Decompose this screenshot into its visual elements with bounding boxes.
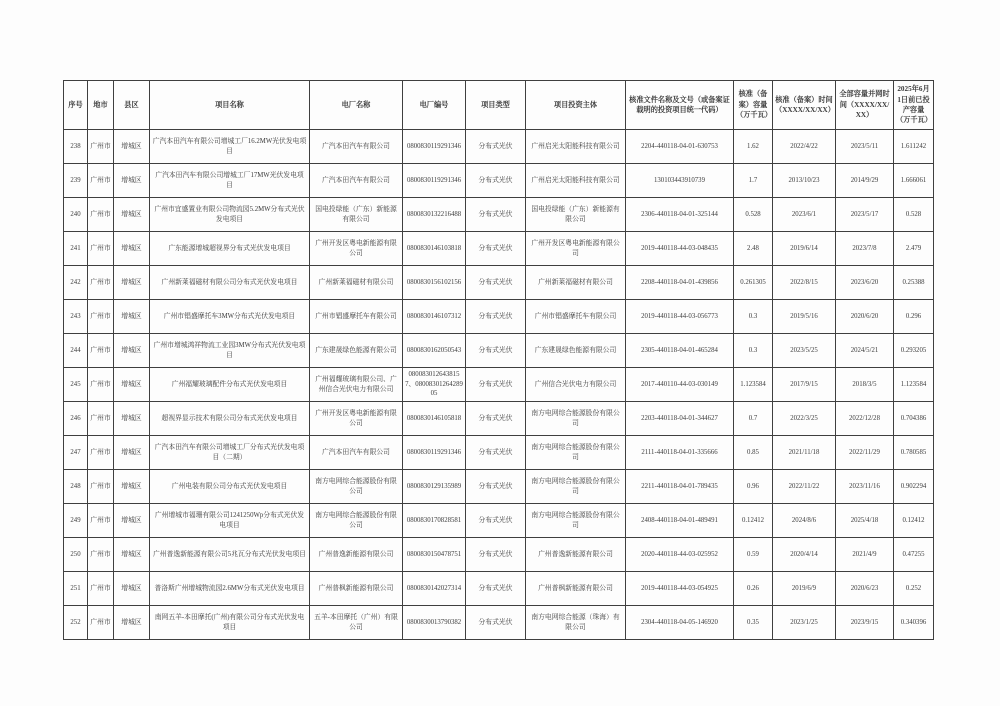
- cell-grid-connection-date: 2023/7/8: [836, 232, 894, 266]
- cell-project-type: 分布式光伏: [466, 402, 526, 436]
- cell-plant-number: 0800830146103818: [403, 232, 466, 266]
- cell-approval-date: 2013/10/23: [773, 164, 836, 198]
- cell-capacity-in-production: 1.666061: [894, 164, 934, 198]
- cell-seq: 242: [64, 266, 88, 300]
- cell-approved-capacity: 1.7: [734, 164, 773, 198]
- column-header-district: 县区: [114, 81, 150, 130]
- cell-plant-name: 广州福耀玻璃有限公司、广州信合光伏电力有限公司: [310, 368, 403, 402]
- cell-project-name: 广州增城市福珊有限公司1241250Wp分布式光伏发电项目: [150, 504, 310, 538]
- table-row: [64, 368, 934, 402]
- cell-grid-connection-date: 2023/6/20: [836, 266, 894, 300]
- cell-plant-name: 广汽本田汽车有限公司: [310, 436, 403, 470]
- cell-grid-connection-date: 2022/12/28: [836, 402, 894, 436]
- table-row: [64, 572, 934, 606]
- cell-district: 增城区: [114, 470, 150, 504]
- cell-project-name: 超视界显示技术有限公司分布式光伏发电项目: [150, 402, 310, 436]
- cell-approval-doc-number: 2020-440118-44-03-025952: [626, 538, 734, 572]
- cell-plant-name: 广汽本田汽车有限公司: [310, 164, 403, 198]
- cell-plant-number: 0800830129135989: [403, 470, 466, 504]
- cell-capacity-in-production: 2.479: [894, 232, 934, 266]
- cell-project-type: 分布式光伏: [466, 164, 526, 198]
- cell-approval-doc-number: 2204-440118-04-01-630753: [626, 130, 734, 164]
- cell-project-type: 分布式光伏: [466, 504, 526, 538]
- cell-district: 增城区: [114, 606, 150, 640]
- cell-approved-capacity: 0.7: [734, 402, 773, 436]
- cell-district: 增城区: [114, 164, 150, 198]
- cell-seq: 239: [64, 164, 88, 198]
- cell-project-name: 广汽本田汽车有限公司增城工厂16.2MW光伏发电项目: [150, 130, 310, 164]
- cell-grid-connection-date: 2021/4/9: [836, 538, 894, 572]
- cell-investor: 广州开发区粤电新能源有限公司: [526, 232, 626, 266]
- cell-city: 广州市: [88, 402, 114, 436]
- cell-capacity-in-production: 0.296: [894, 300, 934, 334]
- table-row: [64, 198, 934, 232]
- table-row: [64, 266, 934, 300]
- column-header-capacity-in-production: 2025年6月1日前已投产容量（万千瓦）: [894, 81, 934, 130]
- cell-seq: 251: [64, 572, 88, 606]
- cell-plant-name: 广汽本田汽车有限公司: [310, 130, 403, 164]
- cell-project-type: 分布式光伏: [466, 606, 526, 640]
- cell-city: 广州市: [88, 606, 114, 640]
- cell-approval-doc-number: 2211-440118-04-01-789435: [626, 470, 734, 504]
- cell-capacity-in-production: 0.252: [894, 572, 934, 606]
- cell-grid-connection-date: 2020/6/20: [836, 300, 894, 334]
- cell-plant-number: 0800830156102156: [403, 266, 466, 300]
- table-row: [64, 300, 934, 334]
- cell-approval-date: 2017/9/15: [773, 368, 836, 402]
- cell-project-name: 广汽本田汽车有限公司增城工厂17MW光伏发电项目: [150, 164, 310, 198]
- column-header-grid-connection-date: 全部容量并网时间（XXXX/XX/XX）: [836, 81, 894, 130]
- cell-approval-doc-number: 2111-440118-04-01-335666: [626, 436, 734, 470]
- cell-approval-date: 2022/8/15: [773, 266, 836, 300]
- cell-district: 增城区: [114, 538, 150, 572]
- cell-district: 增城区: [114, 572, 150, 606]
- cell-approval-date: 2022/4/22: [773, 130, 836, 164]
- cell-investor: 南方电网综合能源股份有限公司: [526, 436, 626, 470]
- cell-investor: 广州普逸新能源有限公司: [526, 538, 626, 572]
- cell-project-type: 分布式光伏: [466, 572, 526, 606]
- cell-plant-name: 南方电网综合能源股份有限公司: [310, 504, 403, 538]
- cell-approval-doc-number: 130103443910739: [626, 164, 734, 198]
- cell-project-type: 分布式光伏: [466, 266, 526, 300]
- cell-plant-number: 0800830146107312: [403, 300, 466, 334]
- header-row: [64, 81, 934, 130]
- cell-city: 广州市: [88, 538, 114, 572]
- cell-grid-connection-date: 2024/5/21: [836, 334, 894, 368]
- cell-investor: 广州启光太阳能科技有限公司: [526, 130, 626, 164]
- cell-approved-capacity: 0.261305: [734, 266, 773, 300]
- column-header-seq: 序号: [64, 81, 88, 130]
- cell-city: 广州市: [88, 436, 114, 470]
- cell-investor: 南方电网综合能源股份有限公司: [526, 470, 626, 504]
- cell-city: 广州市: [88, 232, 114, 266]
- cell-approval-date: 2024/8/6: [773, 504, 836, 538]
- cell-city: 广州市: [88, 368, 114, 402]
- cell-project-name: 广州新莱福磁材有限公司分布式光伏发电项目: [150, 266, 310, 300]
- cell-project-type: 分布式光伏: [466, 334, 526, 368]
- cell-capacity-in-production: 0.47255: [894, 538, 934, 572]
- cell-approved-capacity: 0.528: [734, 198, 773, 232]
- cell-city: 广州市: [88, 130, 114, 164]
- table-body: [64, 130, 934, 640]
- table-row: [64, 606, 934, 640]
- cell-project-name: 广州普逸新能源有限公司5兆瓦分布式光伏发电项目: [150, 538, 310, 572]
- cell-district: 增城区: [114, 130, 150, 164]
- cell-approval-doc-number: 2304-440118-04-05-146920: [626, 606, 734, 640]
- column-header-approval-date: 核准（备案）时间（XXXX/XX/XX）: [773, 81, 836, 130]
- cell-grid-connection-date: 2018/3/5: [836, 368, 894, 402]
- cell-plant-number: 0800830162050543: [403, 334, 466, 368]
- cell-approved-capacity: 0.35: [734, 606, 773, 640]
- cell-project-type: 分布式光伏: [466, 198, 526, 232]
- cell-plant-number: 0800830126438157、0800830126428905: [403, 368, 466, 402]
- cell-plant-name: 广州市锠盛摩托车有限公司: [310, 300, 403, 334]
- cell-approved-capacity: 1.123584: [734, 368, 773, 402]
- cell-investor: 南方电网综合能源（珠海）有限公司: [526, 606, 626, 640]
- cell-approval-doc-number: 2305-440118-04-01-465284: [626, 334, 734, 368]
- cell-project-type: 分布式光伏: [466, 470, 526, 504]
- cell-district: 增城区: [114, 402, 150, 436]
- cell-seq: 241: [64, 232, 88, 266]
- cell-investor: 广东建晟绿色能源有限公司: [526, 334, 626, 368]
- cell-capacity-in-production: 0.12412: [894, 504, 934, 538]
- column-header-investor: 项目投资主体: [526, 81, 626, 130]
- cell-capacity-in-production: 0.340396: [894, 606, 934, 640]
- cell-investor: 广州信合光伏电力有限公司: [526, 368, 626, 402]
- cell-city: 广州市: [88, 300, 114, 334]
- cell-approved-capacity: 0.96: [734, 470, 773, 504]
- cell-project-name: 广州市锠盛摩托车3MW分布式光伏发电项目: [150, 300, 310, 334]
- cell-seq: 244: [64, 334, 88, 368]
- cell-city: 广州市: [88, 164, 114, 198]
- cell-seq: 247: [64, 436, 88, 470]
- cell-approval-doc-number: 2017-440110-44-03-030149: [626, 368, 734, 402]
- cell-district: 增城区: [114, 368, 150, 402]
- cell-seq: 252: [64, 606, 88, 640]
- cell-approval-doc-number: 2203-440118-04-01-344627: [626, 402, 734, 436]
- cell-approved-capacity: 0.26: [734, 572, 773, 606]
- cell-grid-connection-date: 2025/4/18: [836, 504, 894, 538]
- cell-project-type: 分布式光伏: [466, 436, 526, 470]
- cell-project-type: 分布式光伏: [466, 130, 526, 164]
- cell-project-type: 分布式光伏: [466, 538, 526, 572]
- column-header-project-name: 项目名称: [150, 81, 310, 130]
- cell-investor: 南方电网综合能源股份有限公司: [526, 504, 626, 538]
- cell-capacity-in-production: 0.902294: [894, 470, 934, 504]
- cell-project-name: 广州市增城鸿祥物流工业园3MW分布式光伏发电项目: [150, 334, 310, 368]
- cell-approved-capacity: 0.3: [734, 334, 773, 368]
- cell-plant-number: 0800830150478751: [403, 538, 466, 572]
- column-header-plant-name: 电厂名称: [310, 81, 403, 130]
- table-row: [64, 538, 934, 572]
- table-row: [64, 402, 934, 436]
- pv-project-registry-table: [63, 80, 934, 640]
- cell-grid-connection-date: 2020/6/23: [836, 572, 894, 606]
- cell-project-name: 广州电装有限公司分布式光伏发电项目: [150, 470, 310, 504]
- cell-approved-capacity: 0.59: [734, 538, 773, 572]
- cell-approval-date: 2022/3/25: [773, 402, 836, 436]
- cell-plant-number: 0800830170828581: [403, 504, 466, 538]
- cell-approval-date: 2019/6/9: [773, 572, 836, 606]
- cell-seq: 243: [64, 300, 88, 334]
- cell-approval-doc-number: 2208-440118-04-01-439856: [626, 266, 734, 300]
- cell-plant-name: 广州普逸新能源有限公司: [310, 538, 403, 572]
- cell-investor: 南方电网综合能源股份有限公司: [526, 402, 626, 436]
- table-row: [64, 334, 934, 368]
- cell-plant-name: 国电投绿能（广东）新能源有限公司: [310, 198, 403, 232]
- cell-approved-capacity: 2.48: [734, 232, 773, 266]
- cell-plant-name: 广州新莱福磁材有限公司: [310, 266, 403, 300]
- cell-city: 广州市: [88, 198, 114, 232]
- cell-project-name: 普洛斯广州增城物流园2.6MW分布式光伏发电项目: [150, 572, 310, 606]
- cell-approval-date: 2023/6/1: [773, 198, 836, 232]
- column-header-approval-doc-number: 核准文件名称及文号（或备案证载明的投资项目统一代码）: [626, 81, 734, 130]
- cell-approval-doc-number: 2306-440118-04-01-325144: [626, 198, 734, 232]
- cell-city: 广州市: [88, 470, 114, 504]
- cell-city: 广州市: [88, 334, 114, 368]
- cell-approved-capacity: 0.3: [734, 300, 773, 334]
- cell-plant-name: 广州开发区粤电新能源有限公司: [310, 402, 403, 436]
- cell-approval-date: 2019/6/14: [773, 232, 836, 266]
- cell-plant-number: 0800830013790382: [403, 606, 466, 640]
- table-row: [64, 130, 934, 164]
- cell-district: 增城区: [114, 198, 150, 232]
- cell-grid-connection-date: 2023/5/17: [836, 198, 894, 232]
- cell-capacity-in-production: 1.123584: [894, 368, 934, 402]
- cell-approved-capacity: 0.85: [734, 436, 773, 470]
- cell-approval-doc-number: 2019-440118-44-03-054925: [626, 572, 734, 606]
- cell-capacity-in-production: 1.611242: [894, 130, 934, 164]
- cell-capacity-in-production: 0.25388: [894, 266, 934, 300]
- cell-district: 增城区: [114, 504, 150, 538]
- cell-grid-connection-date: 2014/9/29: [836, 164, 894, 198]
- cell-investor: 广州普枫新能源有限公司: [526, 572, 626, 606]
- cell-approval-doc-number: 2408-440118-04-01-489491: [626, 504, 734, 538]
- cell-approval-date: 2019/5/16: [773, 300, 836, 334]
- cell-plant-number: 0800830142027314: [403, 572, 466, 606]
- cell-project-type: 分布式光伏: [466, 368, 526, 402]
- cell-seq: 245: [64, 368, 88, 402]
- cell-capacity-in-production: 0.528: [894, 198, 934, 232]
- cell-district: 增城区: [114, 232, 150, 266]
- table-row: [64, 436, 934, 470]
- cell-investor: 国电投绿能（广东）新能源有限公司: [526, 198, 626, 232]
- cell-plant-number: 0800830119291346: [403, 130, 466, 164]
- cell-investor: 广州市锠盛摩托车有限公司: [526, 300, 626, 334]
- cell-grid-connection-date: 2022/11/29: [836, 436, 894, 470]
- cell-plant-name: 广州普枫新能源有限公司: [310, 572, 403, 606]
- cell-plant-name: 广东建晟绿色能源有限公司: [310, 334, 403, 368]
- table-header: [64, 81, 934, 130]
- cell-investor: 广州新莱福磁材有限公司: [526, 266, 626, 300]
- cell-project-name: 广东能源增城超视界分布式光伏发电项目: [150, 232, 310, 266]
- cell-district: 增城区: [114, 300, 150, 334]
- cell-investor: 广州启光太阳能科技有限公司: [526, 164, 626, 198]
- cell-project-name: 广州福耀玻璃配件分布式光伏发电项目: [150, 368, 310, 402]
- cell-approval-date: 2021/11/18: [773, 436, 836, 470]
- cell-project-type: 分布式光伏: [466, 300, 526, 334]
- column-header-city: 地市: [88, 81, 114, 130]
- cell-approved-capacity: 1.62: [734, 130, 773, 164]
- cell-capacity-in-production: 0.704386: [894, 402, 934, 436]
- cell-capacity-in-production: 0.780585: [894, 436, 934, 470]
- cell-seq: 249: [64, 504, 88, 538]
- cell-plant-number: 0800830132216488: [403, 198, 466, 232]
- cell-project-name: 广汽本田汽车有限公司增城工厂分布式光伏发电项目（二期）: [150, 436, 310, 470]
- cell-seq: 248: [64, 470, 88, 504]
- cell-approval-date: 2023/1/25: [773, 606, 836, 640]
- cell-seq: 240: [64, 198, 88, 232]
- cell-city: 广州市: [88, 266, 114, 300]
- cell-city: 广州市: [88, 504, 114, 538]
- cell-capacity-in-production: 0.293205: [894, 334, 934, 368]
- cell-grid-connection-date: 2023/5/11: [836, 130, 894, 164]
- column-header-plant-number: 电厂编号: [403, 81, 466, 130]
- cell-project-type: 分布式光伏: [466, 232, 526, 266]
- table-row: [64, 504, 934, 538]
- cell-approval-date: 2020/4/14: [773, 538, 836, 572]
- column-header-approved-capacity: 核准（备案）容量（万千瓦）: [734, 81, 773, 130]
- cell-grid-connection-date: 2023/9/15: [836, 606, 894, 640]
- table-row: [64, 164, 934, 198]
- cell-approval-doc-number: 2019-440118-44-03-048435: [626, 232, 734, 266]
- cell-plant-number: 0800830119291346: [403, 436, 466, 470]
- cell-district: 增城区: [114, 266, 150, 300]
- cell-plant-name: 五羊-本田摩托（广州）有限公司: [310, 606, 403, 640]
- cell-district: 增城区: [114, 436, 150, 470]
- cell-plant-number: 0800830119291346: [403, 164, 466, 198]
- cell-plant-name: 南方电网综合能源股份有限公司: [310, 470, 403, 504]
- cell-city: 广州市: [88, 572, 114, 606]
- cell-approved-capacity: 0.12412: [734, 504, 773, 538]
- cell-approval-date: 2022/11/22: [773, 470, 836, 504]
- cell-project-name: 广州市宜盛置业有限公司物流园5.2MW分布式光伏发电项目: [150, 198, 310, 232]
- cell-seq: 246: [64, 402, 88, 436]
- cell-approval-date: 2023/5/25: [773, 334, 836, 368]
- cell-seq: 250: [64, 538, 88, 572]
- cell-plant-name: 广州开发区粤电新能源有限公司: [310, 232, 403, 266]
- cell-approval-doc-number: 2019-440118-44-03-056773: [626, 300, 734, 334]
- table-row: [64, 232, 934, 266]
- cell-district: 增城区: [114, 334, 150, 368]
- cell-grid-connection-date: 2023/11/16: [836, 470, 894, 504]
- cell-plant-number: 0800830146105818: [403, 402, 466, 436]
- cell-project-name: 南网五羊-本田摩托(广州)有限公司分布式光伏发电项目: [150, 606, 310, 640]
- table-row: [64, 470, 934, 504]
- cell-seq: 238: [64, 130, 88, 164]
- column-header-project-type: 项目类型: [466, 81, 526, 130]
